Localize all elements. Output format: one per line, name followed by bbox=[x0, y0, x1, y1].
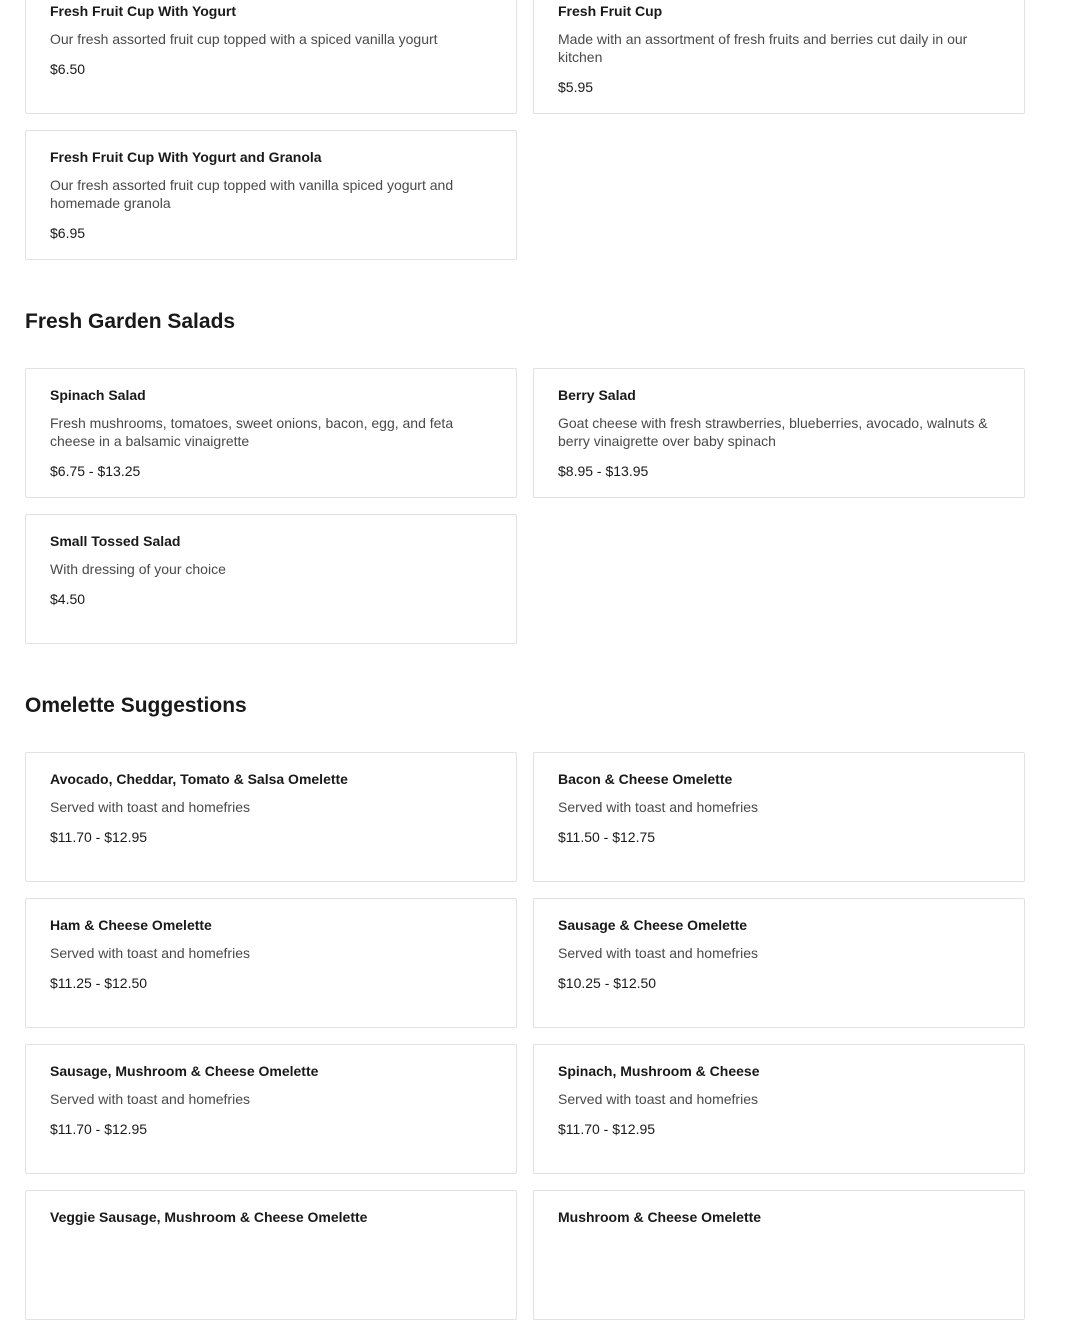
menu-item-price: $11.25 - $12.50 bbox=[50, 975, 148, 991]
menu-item-card[interactable] bbox=[533, 1190, 1025, 1320]
menu-item-grid bbox=[25, 0, 1025, 260]
menu-section-fruit-cups bbox=[25, 0, 1025, 260]
menu-item-name: Ham & Cheese Omelette bbox=[50, 917, 212, 933]
menu-item-description: Served with toast and homefries bbox=[50, 799, 250, 815]
menu-item-name: Sausage & Cheese Omelette bbox=[558, 917, 748, 933]
menu-item-price: $11.50 - $12.75 bbox=[558, 829, 656, 845]
menu-item-name: Avocado, Cheddar, Tomato & Salsa Omelette bbox=[50, 771, 348, 787]
menu-item-price: $11.70 - $12.95 bbox=[50, 1121, 148, 1137]
menu-item-name: Mushroom & Cheese Omelette bbox=[558, 1209, 762, 1225]
menu-item-grid bbox=[25, 752, 1025, 1320]
menu-item-description: Served with toast and homefries bbox=[558, 799, 758, 815]
menu-item-card[interactable] bbox=[25, 1044, 517, 1174]
menu-item-card[interactable] bbox=[25, 368, 517, 498]
menu-item-price: $11.70 - $12.95 bbox=[50, 829, 148, 845]
menu-item-name: Fresh Fruit Cup bbox=[558, 3, 663, 19]
menu-item-name: Sausage, Mushroom & Cheese Omelette bbox=[50, 1063, 319, 1079]
menu-item-price: $8.95 - $13.95 bbox=[558, 463, 649, 479]
menu-section-salads bbox=[25, 311, 1025, 644]
menu-item-card[interactable] bbox=[533, 368, 1025, 498]
menu-item-name: Bacon & Cheese Omelette bbox=[558, 771, 733, 787]
menu-item-card[interactable] bbox=[25, 1190, 517, 1320]
menu-item-price: $5.95 bbox=[558, 79, 594, 95]
menu-content bbox=[25, 0, 1025, 1320]
menu-item-card[interactable] bbox=[533, 1044, 1025, 1174]
menu-item-name: Small Tossed Salad bbox=[50, 533, 181, 549]
menu-item-price: $6.50 bbox=[50, 61, 86, 77]
menu-item-card[interactable] bbox=[533, 752, 1025, 882]
section-title: Omelette Suggestions bbox=[25, 694, 247, 717]
menu-item-card[interactable] bbox=[25, 514, 517, 644]
menu-item-description: With dressing of your choice bbox=[50, 561, 226, 577]
menu-item-price: $6.95 bbox=[50, 225, 86, 241]
menu-item-description: Fresh mushrooms, tomatoes, sweet onions, bacon, egg, and feta cheese in a balsamic vinaigrette bbox=[50, 415, 454, 449]
menu-item-description: Served with toast and homefries bbox=[558, 1091, 758, 1107]
menu-item-description: Our fresh assorted fruit cup topped with a spiced vanilla yogurt bbox=[50, 31, 438, 47]
section-title: Fresh Garden Salads bbox=[25, 310, 236, 333]
menu-item-price: $11.70 - $12.95 bbox=[558, 1121, 656, 1137]
menu-item-grid bbox=[25, 368, 1025, 644]
menu-section-omelettes bbox=[25, 695, 1025, 1320]
menu-item-card[interactable] bbox=[25, 0, 517, 114]
menu-item-description: Our fresh assorted fruit cup topped with vanilla spiced yogurt and homemade granola bbox=[50, 177, 454, 211]
menu-item-description: Goat cheese with fresh strawberries, blueberries, avocado, walnuts & berry vinaigrette over baby spinach bbox=[558, 415, 988, 449]
menu-item-name: Fresh Fruit Cup With Yogurt bbox=[50, 3, 237, 19]
menu-item-name: Fresh Fruit Cup With Yogurt and Granola bbox=[50, 149, 322, 165]
menu-item-description: Served with toast and homefries bbox=[50, 1091, 250, 1107]
menu-item-price: $6.75 - $13.25 bbox=[50, 463, 141, 479]
menu-item-name: Spinach Salad bbox=[50, 387, 146, 403]
menu-item-card[interactable] bbox=[533, 898, 1025, 1028]
menu-item-card[interactable] bbox=[25, 752, 517, 882]
menu-item-name: Veggie Sausage, Mushroom & Cheese Omelette bbox=[50, 1209, 368, 1225]
menu-item-name: Berry Salad bbox=[558, 387, 636, 403]
menu-item-card[interactable] bbox=[25, 130, 517, 260]
menu-item-price: $4.50 bbox=[50, 591, 86, 607]
menu-item-description: Served with toast and homefries bbox=[558, 945, 758, 961]
menu-item-description: Made with an assortment of fresh fruits and berries cut daily in our kitchen bbox=[558, 31, 968, 65]
menu-item-price: $10.25 - $12.50 bbox=[558, 975, 657, 991]
menu-item-description: Served with toast and homefries bbox=[50, 945, 250, 961]
menu-item-card[interactable] bbox=[25, 898, 517, 1028]
menu-item-card[interactable] bbox=[533, 0, 1025, 114]
menu-item-name: Spinach, Mushroom & Cheese bbox=[558, 1063, 760, 1079]
